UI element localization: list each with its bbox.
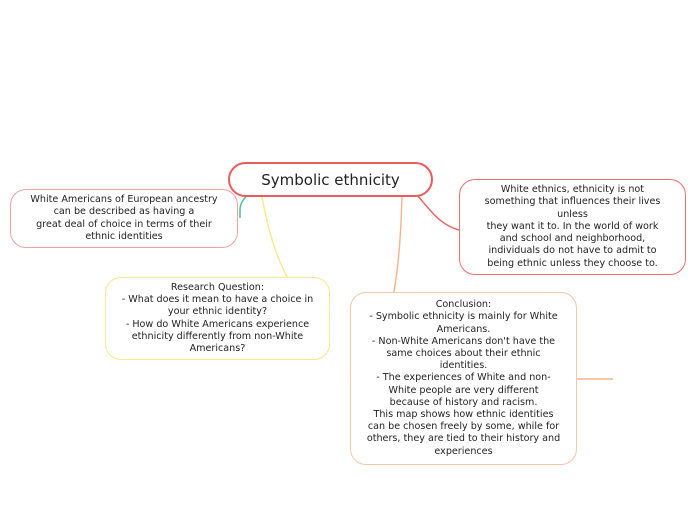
topic-conclusion[interactable] <box>350 292 577 465</box>
topic-white-ethnics[interactable] <box>459 179 686 275</box>
central-topic[interactable] <box>228 162 433 197</box>
topic-research-question[interactable] <box>105 277 330 360</box>
topic-research-question-text: Research Question: - What does it mean to have a choice in your ethnic identity? - How do White Americans experience ethnicity differently from non-White Americans? <box>121 281 314 354</box>
topic-white-americans[interactable] <box>10 189 238 248</box>
link-white-ethnics <box>418 196 459 230</box>
central-topic-label: Symbolic ethnicity <box>261 170 400 189</box>
topic-conclusion-text: Conclusion: - Symbolic ethnicity is mainly for White Americans. - Non-White Americans don't have the same choices about their ethnic identities. - The experiences of White and non- White people are very different because of history and racism. This map shows how ethnic identities can be chosen freely by some, while for others, they are tied to their history and experiences <box>366 299 561 457</box>
topic-white-ethnics-text: White ethnics, ethnicity is not something that influences their lives unless they want it to. In the world of work and school and neighborhood, individuals do not have to admit to being ethnic unless they choose to. <box>484 184 661 269</box>
link-white-americans <box>240 195 248 218</box>
topic-white-americans-text: White Americans of European ancestry can be described as having a great deal of choice in terms of their ethnic identities <box>30 194 218 242</box>
